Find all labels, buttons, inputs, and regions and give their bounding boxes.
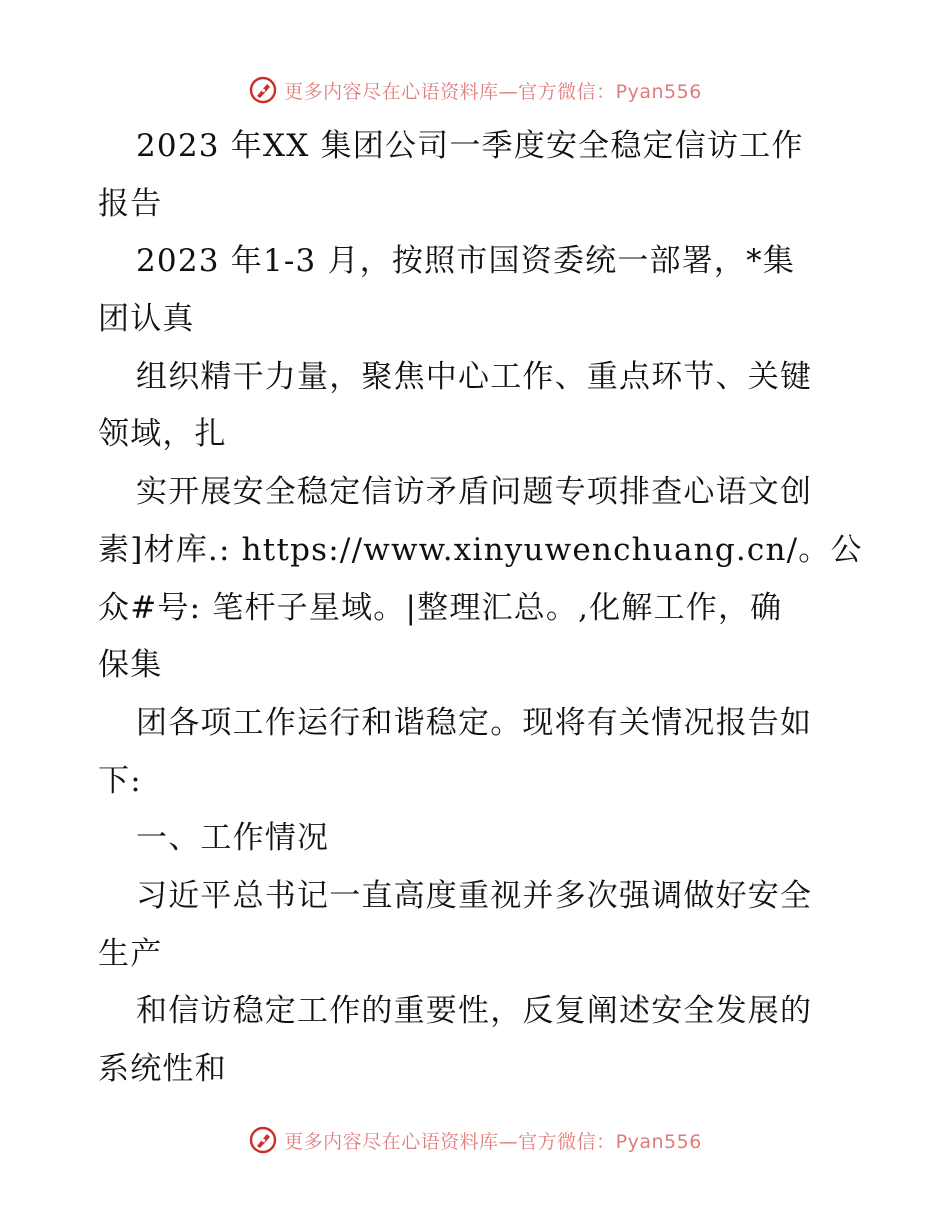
footer-banner bbox=[0, 1120, 950, 1160]
text-line: 系统性和 bbox=[98, 1051, 227, 1087]
text-line: 2023 年XX 集团公司一季度安全稳定信访工作 bbox=[136, 128, 804, 164]
text-line: 团各项工作运行和谐稳定。现将有关情况报告如 bbox=[136, 704, 813, 741]
pen-nib-logo-icon bbox=[248, 75, 278, 105]
header-banner bbox=[0, 70, 950, 110]
text-line: 和信访稳定工作的重要性，反复阐述安全发展的 bbox=[136, 993, 813, 1030]
text-line: 实开展安全稳定信访矛盾问题专项排查心语文创 bbox=[136, 474, 813, 511]
document-body bbox=[98, 118, 863, 1099]
text-line: 领域，扎 bbox=[98, 416, 227, 453]
text-line: 生产 bbox=[98, 935, 163, 972]
text-line: 众#号: 笔杆子星域。|整理汇总。,化解工作，确 bbox=[98, 589, 783, 626]
text-line: 素]材库.: https://www.xinyuwenchuang.cn/。公 bbox=[98, 531, 863, 568]
pen-nib-logo-icon bbox=[248, 1125, 278, 1155]
text-line: 2023 年1-3 月，按照市国资委统一部署，*集 bbox=[136, 243, 796, 280]
text-line: 团认真 bbox=[98, 301, 195, 338]
footer-banner-text: 更多内容尽在心语资料库—官方微信：Pyan556 bbox=[284, 1130, 702, 1153]
text-line: 下: bbox=[98, 762, 142, 799]
text-line: 习近平总书记一直高度重视并多次强调做好安全 bbox=[136, 877, 813, 914]
text-line: 一、工作情况 bbox=[136, 820, 330, 857]
text-line: 组织精干力量，聚焦中心工作、重点环节、关键 bbox=[136, 358, 813, 395]
header-banner-text: 更多内容尽在心语资料库—官方微信：Pyan556 bbox=[284, 80, 702, 103]
text-line: 报告 bbox=[98, 185, 163, 222]
text-line: 保集 bbox=[98, 647, 163, 684]
